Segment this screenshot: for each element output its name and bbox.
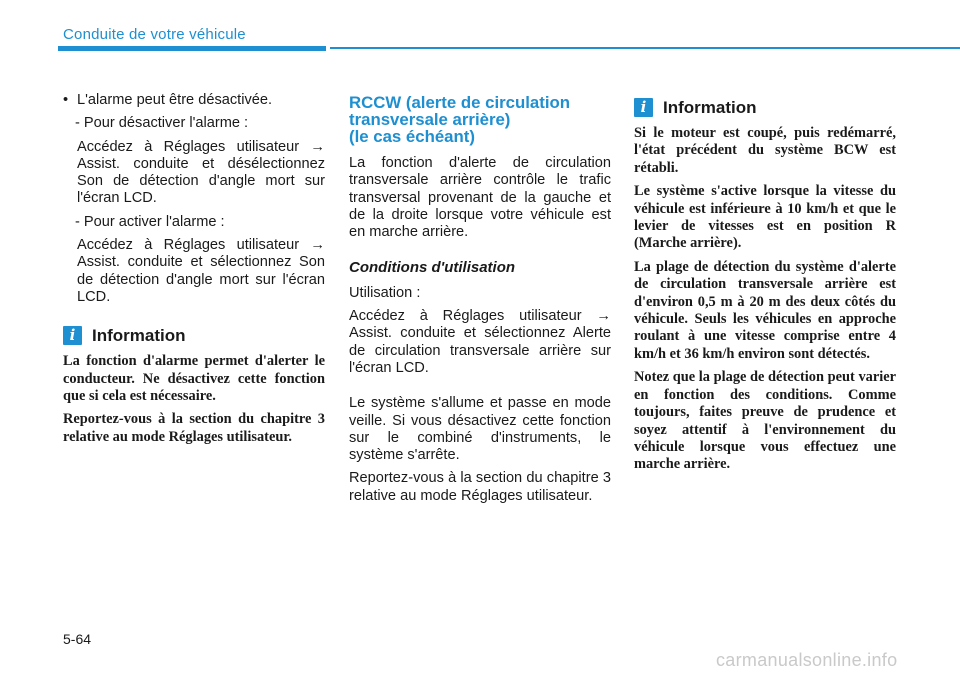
usage-label: Utilisation : (349, 284, 421, 301)
sub-item-deactivate: - Pour désactiver l'alarme : (75, 115, 249, 132)
info-paragraph: Le système s'active lorsque la vitesse du véhicule est inférieure à 10 km/h et que le levier de vitesses est en position R (Marche arrière). (634, 183, 896, 252)
bullet-text: L'alarme peut être désactivée. (77, 92, 273, 108)
rccw-title-line: (le cas échéant) (349, 127, 475, 146)
rccw-title (349, 94, 611, 145)
info-paragraph: La fonction d'alarme permet d'alerter le conducteur. Ne désactivez cette fonction que si cela est nécessaire. (63, 353, 325, 405)
rccw-title-line: transversale arrière) (349, 110, 511, 129)
section-header: Conduite de votre véhicule (63, 26, 246, 43)
info-heading (63, 326, 325, 345)
column-middle (349, 92, 611, 511)
sub-item-activate: - Pour activer l'alarme : (75, 213, 225, 230)
standby-paragraph: Le système s'allume et passe en mode veille. Si vous désactivez cette fonction sur le combiné d'instruments, le système s'arrête. (349, 395, 611, 464)
instruction-activate: Accédez à Réglages utilisateur → Assist. conduite et sélectionnez Son de détection d'angle mort sur l'écran LCD. (77, 237, 325, 305)
watermark: carmanualsonline.info (716, 650, 898, 670)
info-paragraph: Reportez-vous à la section du chapitre 3 relative au mode Réglages utilisateur. (63, 411, 325, 445)
info-heading (634, 98, 896, 117)
instruction-deactivate: Accédez à Réglages utilisateur → Assist. conduite et désélectionnez Son de détection d'angle mort sur l'écran LCD. (77, 138, 325, 207)
header-rule-thin (330, 47, 960, 49)
info-paragraph: La plage de détection du système d'alerte de circulation transversale arrière est d'environ 0,5 m à 20 m des deux côtés du véhicule. Seuls les véhicules en approche roulant à une vitesse comprise entre 4 km/h et 36 km/h environ sont détectés. (634, 258, 896, 362)
bullet-item (63, 92, 325, 109)
info-title: Information (663, 97, 757, 117)
column-left (63, 92, 325, 452)
info-paragraph: Si le moteur est coupé, puis redémarré, l'état précédent du système BCW est rétabli. (634, 125, 896, 176)
info-icon: i (634, 98, 653, 117)
conditions-subtitle: Conditions d'utilisation (349, 259, 516, 277)
info-title: Information (92, 326, 186, 346)
bullet-dot: • (63, 92, 69, 108)
usage-instruction: Accédez à Réglages utilisateur → Assist. conduite et sélectionnez Alerte de circulation transversale arrière sur l'écran LCD. (349, 308, 611, 376)
page-number: 5-64 (63, 631, 92, 647)
column-right (634, 92, 896, 480)
rccw-intro: La fonction d'alerte de circulation transversale arrière contrôle le trafic transversal provenant de la gauche et de la droite lorsque votre véhicule est en marche arrière. (349, 155, 611, 241)
reference-paragraph: Reportez-vous à la section du chapitre 3 relative au mode Réglages utilisateur. (349, 470, 611, 504)
header-rule-thick (58, 46, 326, 51)
rccw-title-line: RCCW (alerte de circulation (349, 93, 570, 112)
info-paragraph: Notez que la plage de détection peut varier en fonction des conditions. Comme toujours, faites preuve de prudence et soyez attentif à l'environnement du véhicule lorsque vous effectuez une marche arrière. (634, 369, 896, 473)
info-icon: i (63, 326, 82, 345)
